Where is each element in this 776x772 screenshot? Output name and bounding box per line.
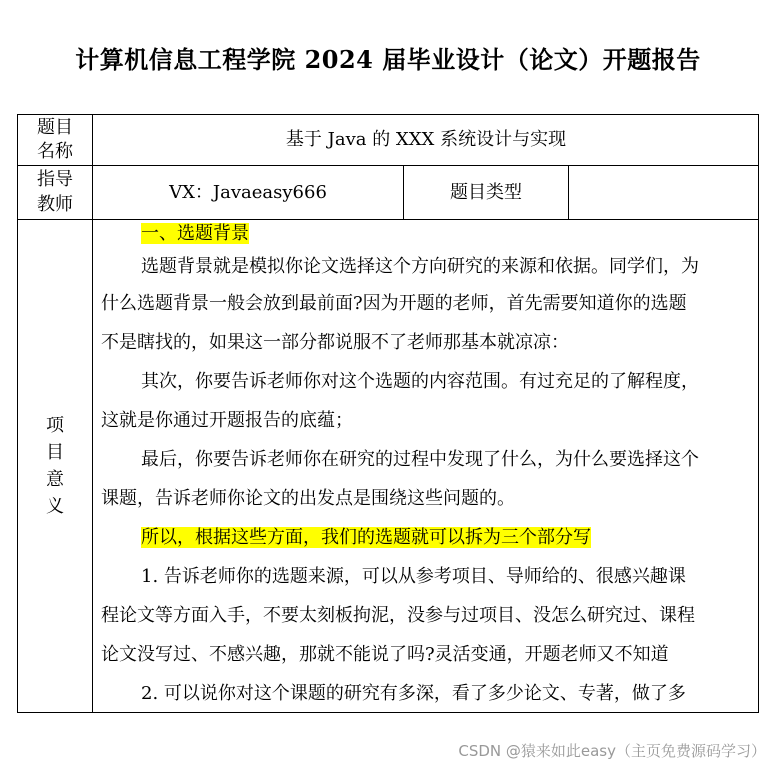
body-line-4: 其次，你要告诉老师你对这个选题的内容范围。有过充足的了解程度， bbox=[141, 371, 699, 392]
body-line-12: 2. 可以说你对这个课题的研究有多深，看了多少论文、专著，做了多 bbox=[141, 683, 686, 704]
topic-value: 基于 Java 的 XXX 系统设计与实现 bbox=[285, 129, 567, 150]
body-line-11: 论文没写过、不感兴趣，那就不能说了吗?灵活变通，开题老师又不知道 bbox=[101, 644, 669, 665]
section-label-char-2: 目 bbox=[46, 442, 64, 463]
section-heading-text: 一、选题背景 bbox=[141, 223, 249, 244]
body-line-3: 不是瞎找的，如果这一部分都说服不了老师那基本就凉凉： bbox=[101, 332, 569, 353]
page-title: 计算机信息工程学院 2024 届毕业设计（论文）开题报告 bbox=[75, 45, 701, 74]
topic-label-line-1: 题目 bbox=[37, 117, 73, 138]
body-line-5: 这就是你通过开题报告的底蕴； bbox=[101, 410, 353, 431]
advisor-label-line-2: 教师 bbox=[37, 194, 73, 215]
body-line-6: 最后，你要告诉老师你在研究的过程中发现了什么，为什么要选择这个 bbox=[141, 449, 699, 470]
section-label-char-1: 项 bbox=[46, 415, 64, 436]
topic-type-label: 题目类型 bbox=[450, 182, 522, 203]
csdn-watermark: CSDN @猿来如此easy（主页免费源码学习） bbox=[458, 742, 766, 760]
body-line-2: 什么选题背景一般会放到最前面?因为开题的老师，首先需要知道你的选题 bbox=[101, 293, 687, 314]
table-divider-row-1 bbox=[17, 165, 759, 166]
table-divider-type-value bbox=[568, 166, 569, 219]
body-line-9: 1. 告诉老师你的选题来源，可以从参考项目、导师给的、很感兴趣课 bbox=[141, 566, 686, 587]
section-label-char-4: 义 bbox=[46, 496, 64, 517]
body-line-10: 程论文等方面入手，不要太刻板拘泥，没参与过项目、没怎么研究过、课程 bbox=[101, 605, 695, 626]
body-line-8-text: 所以，根据这些方面，我们的选题就可以拆为三个部分写 bbox=[141, 527, 591, 548]
body-line-8 bbox=[141, 525, 591, 551]
body-line-1: 选题背景就是模拟你论文选择这个方向研究的来源和依据。同学们，为 bbox=[141, 256, 699, 277]
advisor-label-line-1: 指导 bbox=[37, 169, 73, 190]
table-divider-row-2 bbox=[17, 219, 759, 220]
section-label-char-3: 意 bbox=[46, 469, 64, 490]
advisor-value: VX：Javaeasy666 bbox=[169, 182, 327, 203]
section-heading bbox=[141, 221, 249, 247]
topic-label-line-2: 名称 bbox=[37, 141, 73, 162]
body-line-7: 课题，告诉老师你论文的出发点是围绕这些问题的。 bbox=[101, 488, 515, 509]
